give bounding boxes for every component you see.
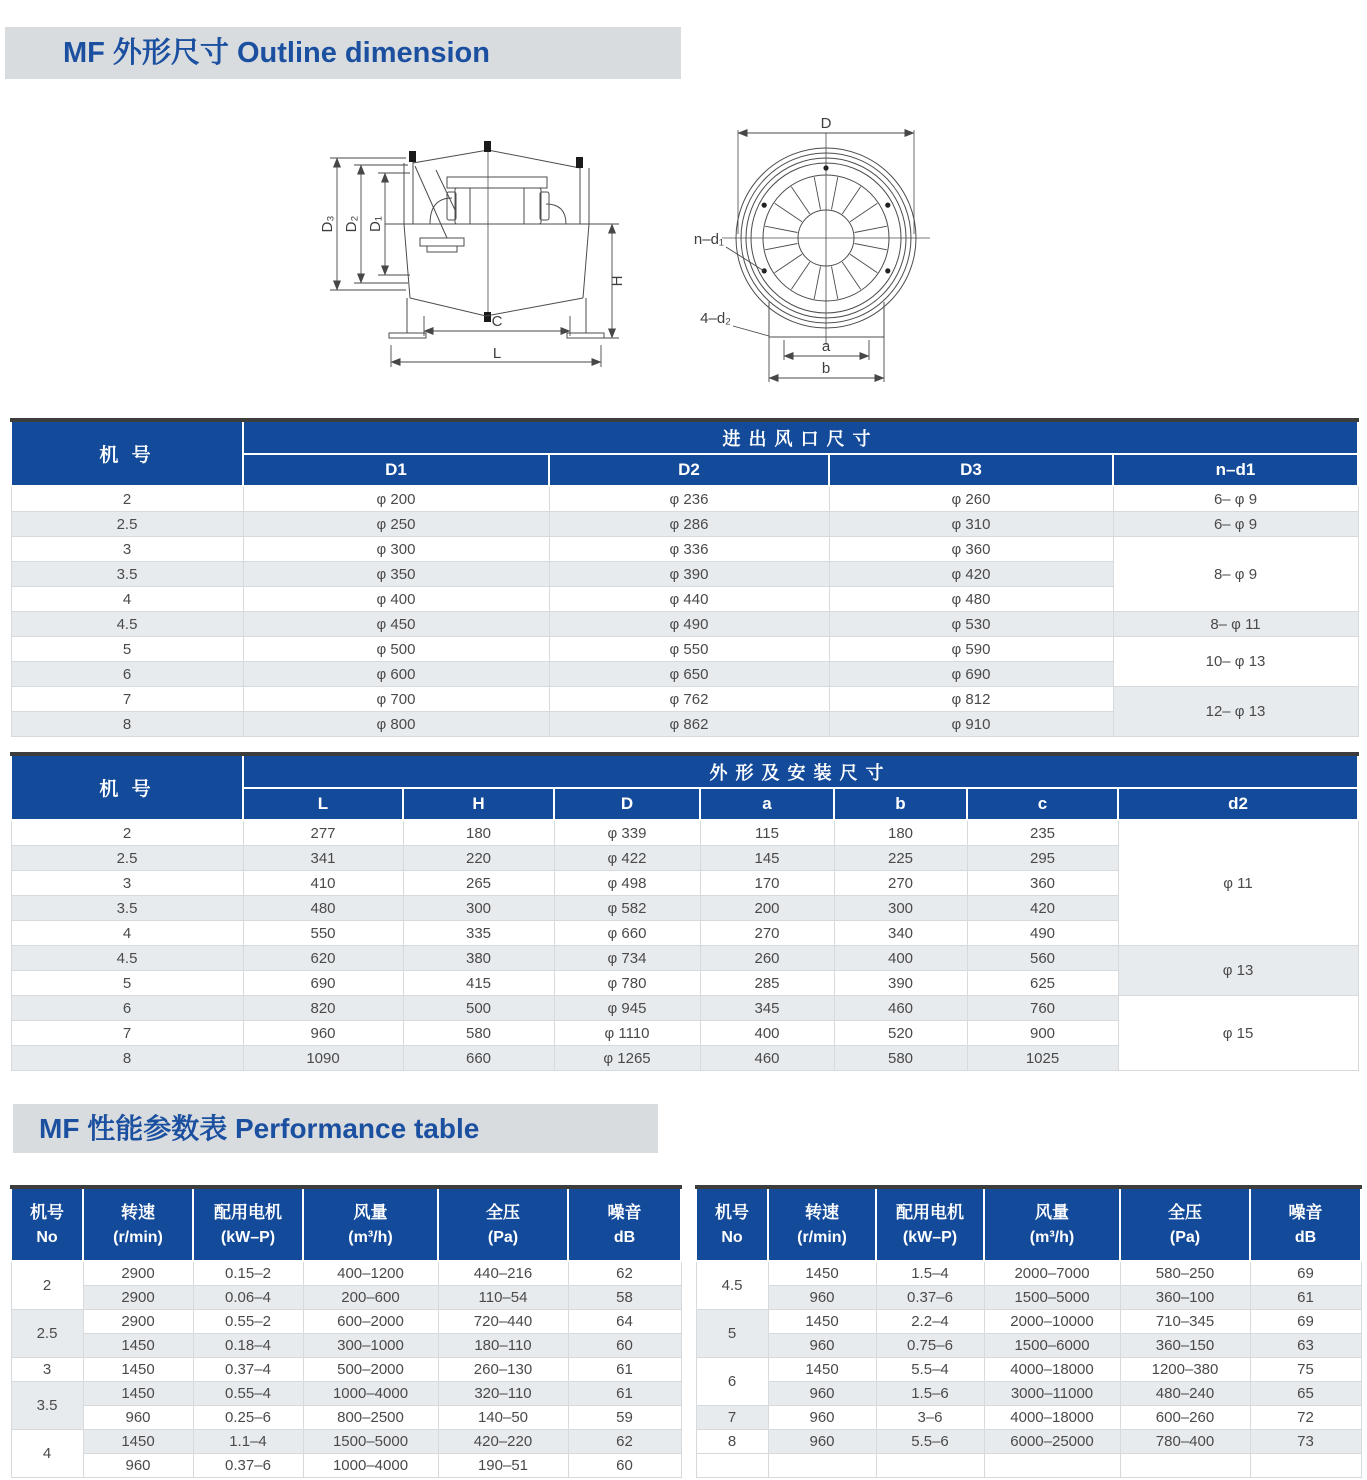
table-cell: φ 250 [243, 512, 549, 537]
dim-label-n-d1: n–d₁ [693, 231, 724, 248]
table-cell: 2900 [83, 1261, 193, 1286]
table-cell: 360–100 [1120, 1286, 1250, 1310]
table-cell: φ 310 [829, 512, 1113, 537]
machine-no-cell: 4.5 [11, 946, 243, 971]
perf-col-sub: (kW–P) [220, 1229, 276, 1246]
table-cell: 960 [768, 1406, 876, 1430]
table-cell: 6– φ 9 [1113, 512, 1358, 537]
table-cell: 960 [768, 1334, 876, 1358]
table-cell: 420 [967, 896, 1118, 921]
machine-no-cell: 6 [696, 1358, 768, 1406]
table-cell: 1.1–4 [193, 1430, 303, 1454]
table-cell: φ 700 [243, 687, 549, 712]
table-cell: 380 [403, 946, 554, 971]
machine-no-cell: 3.5 [11, 896, 243, 921]
table-cell: φ 530 [829, 612, 1113, 637]
table-cell: φ 800 [243, 712, 549, 737]
side-view-drawing [319, 141, 626, 367]
table-cell: φ 440 [549, 587, 829, 612]
table-cell: φ 286 [549, 512, 829, 537]
perf-col-zh: 转速 [121, 1203, 155, 1222]
table-cell: φ 350 [243, 562, 549, 587]
perf-col-sub: (m³/h) [1029, 1229, 1075, 1246]
perf-col-zh: 风量 [353, 1203, 388, 1222]
dim-label-b: b [821, 360, 831, 377]
machine-no-cell: 3.5 [11, 1382, 83, 1430]
table-cell: 1450 [83, 1334, 193, 1358]
perf-col-sub: (Pa) [1169, 1229, 1201, 1246]
perf-col-pressure [1120, 1187, 1250, 1261]
table-cell: 580 [834, 1046, 967, 1071]
table-cell: 60 [568, 1334, 681, 1358]
table-cell: 145 [700, 846, 834, 871]
dim-label-h: H [609, 275, 626, 287]
machine-no-cell: 4.5 [11, 612, 243, 637]
table-cell: φ 236 [549, 486, 829, 512]
table-cell: 0.18–4 [193, 1334, 303, 1358]
table-cell: 0.55–4 [193, 1382, 303, 1406]
machine-no-cell: 3 [11, 871, 243, 896]
table-cell: φ 200 [243, 486, 549, 512]
table-cell: φ 480 [829, 587, 1113, 612]
col-header-d3: D3 [829, 454, 1113, 486]
table-cell: 300 [834, 896, 967, 921]
table-cell: 340 [834, 921, 967, 946]
table-cell: 59 [568, 1406, 681, 1430]
table-cell: 2000–7000 [984, 1261, 1120, 1286]
table-cell: 200–600 [303, 1286, 438, 1310]
table-cell: 115 [700, 820, 834, 846]
machine-no-cell: 6 [11, 662, 243, 687]
table-cell: 73 [1250, 1430, 1361, 1454]
table-cell: 0.37–4 [193, 1358, 303, 1382]
perf-col-machine [696, 1187, 768, 1261]
perf-col-sub: (Pa) [487, 1229, 519, 1246]
outline-section-title-text: MF 外形尺寸 Outline dimension [63, 37, 490, 69]
machine-no-cell: 2.5 [11, 512, 243, 537]
col-header-d2: D2 [549, 454, 829, 486]
table-cell: 480 [243, 896, 403, 921]
table-cell: 285 [700, 971, 834, 996]
install-dimension-table [10, 752, 1359, 1071]
table-cell: 220 [403, 846, 554, 871]
table-cell: 1450 [768, 1358, 876, 1382]
table-cell: 400–1200 [303, 1261, 438, 1286]
table-cell: 960 [768, 1430, 876, 1454]
table-cell: 900 [967, 1021, 1118, 1046]
table-cell: φ 550 [549, 637, 829, 662]
table-cell: 320–110 [438, 1382, 568, 1406]
dim-label-d2: D₂ [343, 215, 360, 233]
table-cell: 295 [967, 846, 1118, 871]
table-cell: 65 [1250, 1382, 1361, 1406]
table-cell: 360 [967, 871, 1118, 896]
table-cell: 61 [1250, 1286, 1361, 1310]
table-cell: 1200–380 [1120, 1358, 1250, 1382]
table-cell: 64 [568, 1310, 681, 1334]
table-cell: φ 910 [829, 712, 1113, 737]
table-cell: 0.15–2 [193, 1261, 303, 1286]
perf-left-body [11, 1261, 681, 1478]
table-cell: 1090 [243, 1046, 403, 1071]
machine-no-cell: 4.5 [696, 1261, 768, 1310]
table-cell: 460 [700, 1046, 834, 1071]
perf-col-motor [193, 1187, 303, 1261]
perf-col-zh: 噪音 [607, 1203, 642, 1222]
table-cell: 2000–10000 [984, 1310, 1120, 1334]
table-cell: 341 [243, 846, 403, 871]
table-cell: 0.37–6 [193, 1454, 303, 1478]
table-cell: φ 660 [554, 921, 700, 946]
table-cell: 180–110 [438, 1334, 568, 1358]
perf-col-sub: (r/min) [797, 1229, 847, 1246]
machine-no-cell: 2.5 [11, 846, 243, 871]
dim-label-d1: D₁ [367, 216, 384, 232]
table-cell: 415 [403, 971, 554, 996]
table-cell: 12– φ 13 [1113, 687, 1358, 737]
table-cell: φ 490 [549, 612, 829, 637]
table-cell: 1.5–4 [876, 1261, 984, 1286]
col-header-d: D [554, 788, 700, 820]
table-cell: 62 [568, 1261, 681, 1286]
table-cell: 10– φ 13 [1113, 637, 1358, 687]
table-cell: 660 [403, 1046, 554, 1071]
table-cell: 0.55–2 [193, 1310, 303, 1334]
table-cell: 235 [967, 820, 1118, 846]
table-cell: 500 [403, 996, 554, 1021]
table-cell: 8– φ 11 [1113, 612, 1358, 637]
table-cell: 1.5–6 [876, 1382, 984, 1406]
perf-col-zh: 全压 [1168, 1203, 1202, 1222]
table-cell: 460 [834, 996, 967, 1021]
table-cell: 1450 [768, 1310, 876, 1334]
table-cell: 200 [700, 896, 834, 921]
col-header-h: H [403, 788, 554, 820]
table-cell: 1025 [967, 1046, 1118, 1071]
table-cell: φ 339 [554, 820, 700, 846]
table-cell: φ 260 [829, 486, 1113, 512]
perf-col-airflow [303, 1187, 438, 1261]
table-cell: 760 [967, 996, 1118, 1021]
table-cell [984, 1454, 1120, 1478]
table-cell: 4000–18000 [984, 1358, 1120, 1382]
table-cell: 4000–18000 [984, 1406, 1120, 1430]
perf-col-zh: 噪音 [1288, 1203, 1323, 1222]
table-cell: 2.2–4 [876, 1310, 984, 1334]
table-cell: φ 15 [1118, 996, 1358, 1071]
table-cell: 960 [83, 1454, 193, 1478]
table-cell: 5.5–4 [876, 1358, 984, 1382]
machine-no-cell: 8 [11, 712, 243, 737]
table-cell: 69 [1250, 1261, 1361, 1286]
table-cell: 600–260 [1120, 1406, 1250, 1430]
table-cell: 580–250 [1120, 1261, 1250, 1286]
table-cell: φ 498 [554, 871, 700, 896]
inlet-outlet-dimension-table [10, 418, 1359, 737]
table-cell: φ 1265 [554, 1046, 700, 1071]
table-cell: φ 600 [243, 662, 549, 687]
table-cell: 190–51 [438, 1454, 568, 1478]
table-cell: 0.25–6 [193, 1406, 303, 1430]
table-cell: 75 [1250, 1358, 1361, 1382]
perf-col-zh: 机号 [715, 1203, 749, 1222]
table-cell: 690 [243, 971, 403, 996]
table-cell: 400 [700, 1021, 834, 1046]
table-cell: φ 812 [829, 687, 1113, 712]
table-cell: 270 [834, 871, 967, 896]
table-cell: 960 [243, 1021, 403, 1046]
table-cell: 390 [834, 971, 967, 996]
table-cell: φ 734 [554, 946, 700, 971]
perf-col-machine [11, 1187, 83, 1261]
table-cell: 960 [768, 1286, 876, 1310]
table-cell: φ 400 [243, 587, 549, 612]
machine-no-cell: 7 [11, 687, 243, 712]
table-cell: 3–6 [876, 1406, 984, 1430]
table-cell: 520 [834, 1021, 967, 1046]
table-cell: φ 690 [829, 662, 1113, 687]
perf-col-airflow [984, 1187, 1120, 1261]
performance-section-title-text: MF 性能参数表 Performance table [39, 1113, 480, 1144]
table-cell: 490 [967, 921, 1118, 946]
perf-col-noise [568, 1187, 681, 1261]
table-cell: φ 11 [1118, 820, 1358, 946]
table-cell: 500–2000 [303, 1358, 438, 1382]
table-cell: φ 1110 [554, 1021, 700, 1046]
table-cell: 960 [83, 1406, 193, 1430]
perf-col-sub: dB [1294, 1229, 1317, 1246]
perf-col-speed [83, 1187, 193, 1261]
table-cell: 8– φ 9 [1113, 537, 1358, 612]
machine-no-cell: 3.5 [11, 562, 243, 587]
perf-col-zh: 配用电机 [896, 1203, 964, 1222]
dim-table-body [11, 486, 1358, 737]
machine-no-cell: 4 [11, 921, 243, 946]
machine-no-cell: 3 [11, 1358, 83, 1382]
outline-drawings [0, 88, 1367, 418]
machine-no-cell: 2 [11, 486, 243, 512]
col-header-c: c [967, 788, 1118, 820]
dim-label-d3: D₃ [319, 215, 336, 233]
table-cell: 6000–25000 [984, 1430, 1120, 1454]
table-cell: 1500–5000 [303, 1430, 438, 1454]
install-table-body [11, 820, 1358, 1071]
table-cell: 2900 [83, 1286, 193, 1310]
machine-no-cell: 5 [11, 637, 243, 662]
table-cell: 61 [568, 1382, 681, 1406]
table-cell: 1450 [768, 1261, 876, 1286]
col-header-b: b [834, 788, 967, 820]
table-cell: 60 [568, 1454, 681, 1478]
table-cell: 335 [403, 921, 554, 946]
table-cell: 550 [243, 921, 403, 946]
table-cell: 69 [1250, 1310, 1361, 1334]
perf-col-zh: 配用电机 [214, 1203, 282, 1222]
table-cell: 1500–5000 [984, 1286, 1120, 1310]
perf-col-pressure [438, 1187, 568, 1261]
table-cell: 270 [700, 921, 834, 946]
table-cell: 265 [403, 871, 554, 896]
table-cell [876, 1454, 984, 1478]
table-cell [1250, 1454, 1361, 1478]
table-cell: 960 [768, 1382, 876, 1406]
machine-no-cell: 2 [11, 820, 243, 846]
machine-no-cell: 2.5 [11, 1310, 83, 1358]
table-cell: 61 [568, 1358, 681, 1382]
table-cell: 300 [403, 896, 554, 921]
table-cell: 0.75–6 [876, 1334, 984, 1358]
table-cell: 560 [967, 946, 1118, 971]
perf-col-zh: 风量 [1035, 1203, 1069, 1222]
table-cell: 2900 [83, 1310, 193, 1334]
table-cell: 5.5–6 [876, 1430, 984, 1454]
machine-no-cell: 4 [11, 1430, 83, 1478]
perf-col-zh: 转速 [805, 1203, 839, 1222]
table-cell: 0.06–4 [193, 1286, 303, 1310]
performance-table-right [695, 1185, 1362, 1478]
table-cell: 110–54 [438, 1286, 568, 1310]
perf-col-speed [768, 1187, 876, 1261]
perf-col-sub: dB [613, 1229, 636, 1246]
table-cell: 400 [834, 946, 967, 971]
col-header-n-d1: n–d1 [1113, 454, 1358, 486]
performance-table-left [10, 1185, 682, 1478]
perf-right-body [696, 1261, 1361, 1478]
table-cell: φ 420 [829, 562, 1113, 587]
machine-no-cell: 7 [696, 1406, 768, 1430]
table-cell: φ 390 [549, 562, 829, 587]
table-cell: 58 [568, 1286, 681, 1310]
table-cell: φ 780 [554, 971, 700, 996]
table-cell: 140–50 [438, 1406, 568, 1430]
dim-label-4-d2: 4–d₂ [700, 310, 731, 327]
table-cell: 277 [243, 820, 403, 846]
table-cell: 1000–4000 [303, 1382, 438, 1406]
install-group-header: 外形及安装尺寸 [243, 754, 1358, 788]
table-cell: φ 582 [554, 896, 700, 921]
machine-no-cell: 8 [696, 1430, 768, 1454]
outline-section-title [5, 27, 681, 79]
table-cell: 1450 [83, 1382, 193, 1406]
table-cell: 72 [1250, 1406, 1361, 1430]
table-cell: 620 [243, 946, 403, 971]
dim-label-l: L [492, 345, 502, 362]
table-cell: 1450 [83, 1430, 193, 1454]
table-cell: 260 [700, 946, 834, 971]
table-cell: 480–240 [1120, 1382, 1250, 1406]
machine-no-cell: 7 [11, 1021, 243, 1046]
inlet-outlet-group-header: 进出风口尺寸 [243, 420, 1358, 454]
table-cell: 440–216 [438, 1261, 568, 1286]
table-cell [696, 1454, 768, 1478]
table-cell: 300–1000 [303, 1334, 438, 1358]
table-cell: φ 450 [243, 612, 549, 637]
table-cell: φ 650 [549, 662, 829, 687]
table-cell: φ 336 [549, 537, 829, 562]
table-cell: φ 945 [554, 996, 700, 1021]
col-header-l: L [243, 788, 403, 820]
table-cell: φ 422 [554, 846, 700, 871]
table-cell: 1000–4000 [303, 1454, 438, 1478]
dim-label-a: a [821, 338, 831, 355]
table-cell: 710–345 [1120, 1310, 1250, 1334]
bolt-marks [409, 141, 583, 322]
table-cell: 780–400 [1120, 1430, 1250, 1454]
table-cell: 345 [700, 996, 834, 1021]
table-cell: 180 [834, 820, 967, 846]
col-header-a: a [700, 788, 834, 820]
col-header-d1: D1 [243, 454, 549, 486]
perf-col-motor [876, 1187, 984, 1261]
table-cell: 63 [1250, 1334, 1361, 1358]
table-cell: 580 [403, 1021, 554, 1046]
machine-no-cell: 5 [11, 971, 243, 996]
table-cell: 625 [967, 971, 1118, 996]
table-cell: φ 13 [1118, 946, 1358, 996]
machine-no-cell: 6 [11, 996, 243, 1021]
table-cell: 800–2500 [303, 1406, 438, 1430]
perf-col-sub: (r/min) [113, 1229, 163, 1246]
machine-no-cell: 4 [11, 587, 243, 612]
perf-col-sub: No [721, 1229, 743, 1246]
table-cell: φ 590 [829, 637, 1113, 662]
table-cell: 820 [243, 996, 403, 1021]
table-cell: 225 [834, 846, 967, 871]
front-view-drawing [694, 115, 930, 382]
col-header-d2: d2 [1118, 788, 1358, 820]
table-cell: 1500–6000 [984, 1334, 1120, 1358]
table-cell: 6– φ 9 [1113, 486, 1358, 512]
table-cell: 420–220 [438, 1430, 568, 1454]
table-cell [1120, 1454, 1250, 1478]
perf-col-noise [1250, 1187, 1361, 1261]
perf-col-sub: (m³/h) [348, 1229, 393, 1246]
machine-no-cell: 8 [11, 1046, 243, 1071]
table-cell: 410 [243, 871, 403, 896]
table-cell: φ 360 [829, 537, 1113, 562]
table-cell: 600–2000 [303, 1310, 438, 1334]
dim-label-d: D [820, 115, 832, 132]
machine-no-cell: 5 [696, 1310, 768, 1358]
table-cell: 260–130 [438, 1358, 568, 1382]
table-cell: 170 [700, 871, 834, 896]
table-cell: 3000–11000 [984, 1382, 1120, 1406]
machine-no-cell: 3 [11, 537, 243, 562]
table-cell: φ 862 [549, 712, 829, 737]
dim-label-c: C [491, 313, 503, 330]
table-cell: 62 [568, 1430, 681, 1454]
table-cell: 360–150 [1120, 1334, 1250, 1358]
table-cell [768, 1454, 876, 1478]
table-cell: φ 762 [549, 687, 829, 712]
table-cell: 1450 [83, 1358, 193, 1382]
table-cell: 180 [403, 820, 554, 846]
perf-col-zh: 机号 [30, 1203, 64, 1222]
table-cell: 0.37–6 [876, 1286, 984, 1310]
performance-section-title [13, 1104, 658, 1153]
perf-col-zh: 全压 [486, 1203, 520, 1222]
perf-col-sub: No [36, 1229, 58, 1246]
perf-col-sub: (kW–P) [902, 1229, 958, 1246]
table-cell: φ 300 [243, 537, 549, 562]
machine-no-header: 机 号 [11, 420, 243, 486]
table-cell: φ 500 [243, 637, 549, 662]
machine-no-header: 机 号 [11, 754, 243, 820]
machine-no-cell: 2 [11, 1261, 83, 1310]
table-cell: 720–440 [438, 1310, 568, 1334]
